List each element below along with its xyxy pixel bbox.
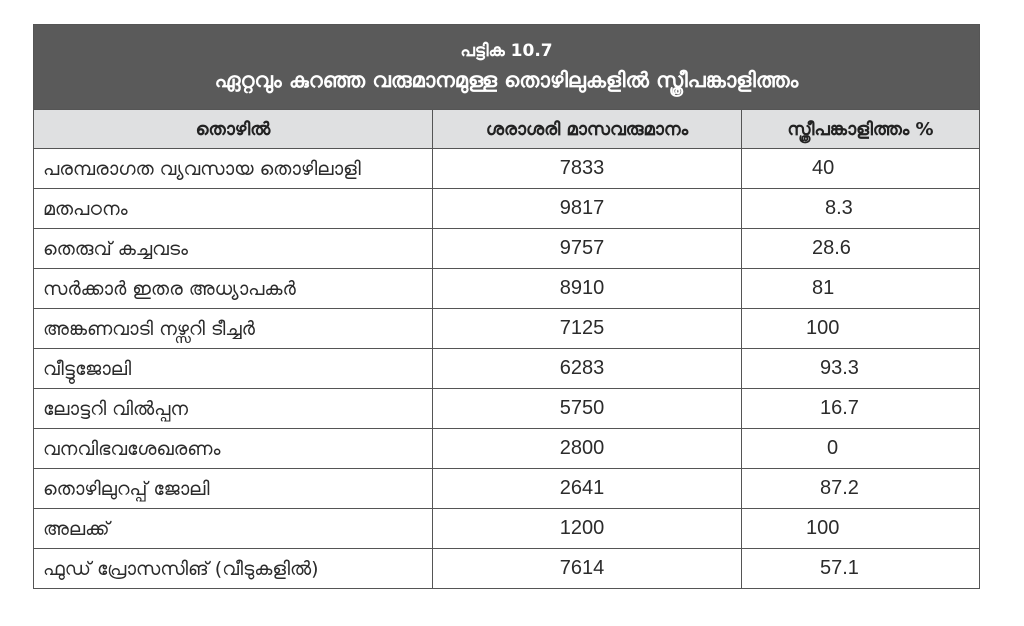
- participation-cell: 40: [742, 149, 980, 189]
- participation-cell: 57.1: [742, 549, 980, 589]
- occupation-cell: തൊഴിലുറപ്പ് ജോലി: [34, 469, 433, 509]
- table-row: [34, 149, 980, 189]
- table-row: [34, 269, 980, 309]
- occupation-cell: മതപഠനം: [34, 189, 433, 229]
- table-row: [34, 549, 980, 589]
- income-cell: 1200: [433, 509, 742, 549]
- occupation-cell: ലോട്ടറി വിൽപ്പന: [34, 389, 433, 429]
- column-header-female-participation: സ്ത്രീപങ്കാളിത്തം %: [742, 110, 980, 149]
- income-cell: 2800: [433, 429, 742, 469]
- table-number: പട്ടിക 10.7: [460, 41, 553, 61]
- table-row: [34, 389, 980, 429]
- table-row: [34, 189, 980, 229]
- income-cell: 7125: [433, 309, 742, 349]
- participation-cell: 0: [742, 429, 980, 469]
- income-cell: 6283: [433, 349, 742, 389]
- participation-cell: 87.2: [742, 469, 980, 509]
- participation-cell: 81: [742, 269, 980, 309]
- income-cell: 9757: [433, 229, 742, 269]
- income-cell: 2641: [433, 469, 742, 509]
- occupation-cell: തെരുവ് കച്ചവടം: [34, 229, 433, 269]
- participation-cell: 100: [742, 309, 980, 349]
- income-participation-table: [33, 24, 980, 589]
- occupation-cell: വീട്ടുജോലി: [34, 349, 433, 389]
- table-caption: ഏറ്റവും കുറഞ്ഞ വരുമാനമുള്ള തൊഴിലുകളിൽ സ്ത്രീപങ്കാളിത്തം: [214, 68, 799, 92]
- column-header-avg-income: ശരാശരി മാസവരുമാനം: [433, 110, 742, 149]
- participation-cell: 93.3: [742, 349, 980, 389]
- participation-cell: 8.3: [742, 189, 980, 229]
- table-row: [34, 309, 980, 349]
- income-cell: 7614: [433, 549, 742, 589]
- participation-cell: 100: [742, 509, 980, 549]
- income-cell: 8910: [433, 269, 742, 309]
- table-title: [34, 25, 980, 110]
- table-title-row: [34, 25, 980, 110]
- occupation-cell: സർക്കാർ ഇതര അധ്യാപകർ: [34, 269, 433, 309]
- occupation-cell: അലക്ക്: [34, 509, 433, 549]
- income-cell: 7833: [433, 149, 742, 189]
- income-cell: 5750: [433, 389, 742, 429]
- table-row: [34, 429, 980, 469]
- table-row: [34, 349, 980, 389]
- column-header-occupation: തൊഴിൽ: [34, 110, 433, 149]
- occupation-cell: വനവിഭവശേഖരണം: [34, 429, 433, 469]
- table-container: [33, 24, 979, 589]
- occupation-cell: അങ്കണവാടി നഴ്സറി ടീച്ചർ: [34, 309, 433, 349]
- income-cell: 9817: [433, 189, 742, 229]
- participation-cell: 28.6: [742, 229, 980, 269]
- table-row: [34, 229, 980, 269]
- occupation-cell: ഫുഡ് പ്രോസസിങ് (വീടുകളിൽ): [34, 549, 433, 589]
- table-row: [34, 509, 980, 549]
- participation-cell: 16.7: [742, 389, 980, 429]
- occupation-cell: പരമ്പരാഗത വ്യവസായ തൊഴിലാളി: [34, 149, 433, 189]
- column-header-row: [34, 110, 980, 149]
- table-row: [34, 469, 980, 509]
